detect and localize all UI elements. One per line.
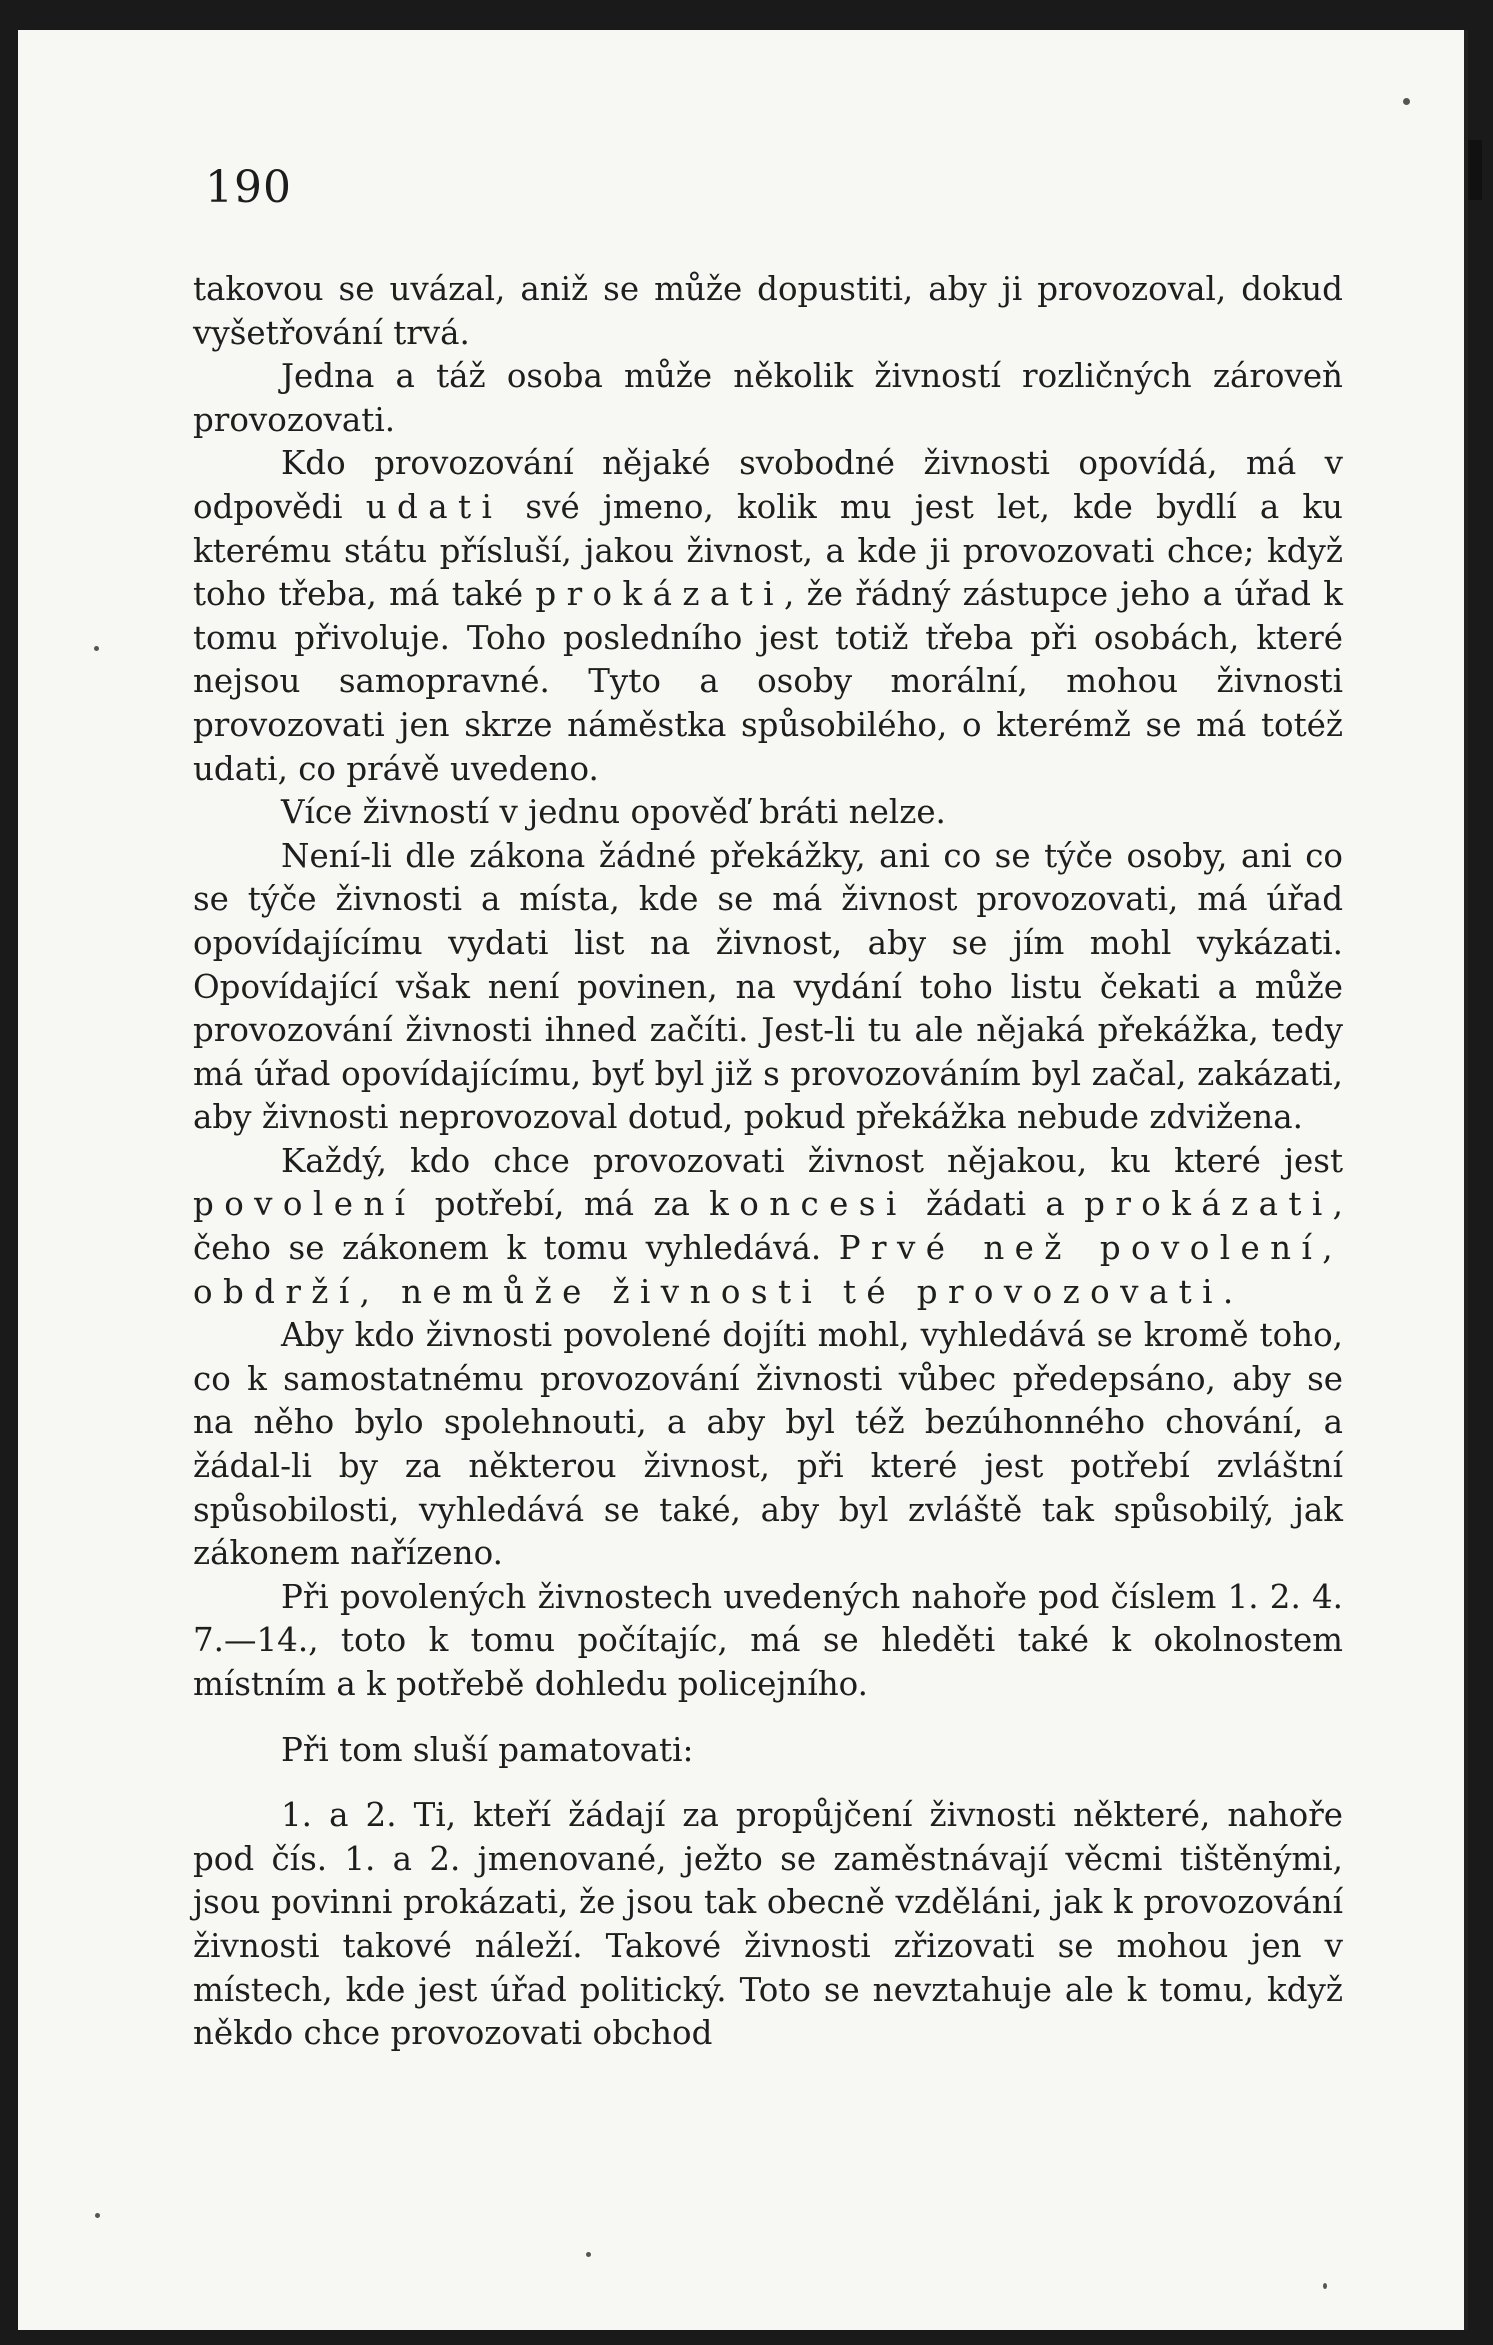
spaced-emphasis: povolení xyxy=(193,1185,416,1224)
paragraph-9 xyxy=(193,1729,1343,1773)
page-number: 190 xyxy=(205,162,292,213)
text-segment: Není-li dle zákona žádné překážky, ani co se týče osoby, ani co se týče živnosti a místa, kde se má živnost provozovati, má úřad opovídajícímu vydati list na živnost, aby se jím mohl vykázati. Opovídající však není povinen, na vydání toho listu čekati a může provozování živnosti ihned začíti. Jest-li tu ale nějaká překážka, tedy má úřad opovídajícímu, byť byl již s provozováním byl začal, zakázati, aby živnosti neprovozoval dotud, pokud překážka nebude zdvižena. xyxy=(193,836,1343,1137)
text-segment: Jedna a táž osoba může několik živností rozličných zároveň provozovati. xyxy=(193,357,1343,439)
paragraph-4 xyxy=(193,791,1343,835)
paragraph-3 xyxy=(193,442,1343,791)
text-segment: 1. a 2. Ti, kteří žádají za propůjčení živnosti některé, nahoře pod čís. 1. a 2. jmenované, ježto se zaměstnávají věcmi tištěnými, jsou povinni prokázati, že jsou tak obecně vzděláni, jak k provozování živnosti takové náleží. Takové živnosti zřizovati se mohou jen v místech, kde jest úřad politický. Toto se nevztahuje ale k tomu, když někdo chce provozovati obchod xyxy=(193,1796,1343,2053)
text-segment: , čeho se zákonem k tomu vyhledává. xyxy=(193,1185,1343,1268)
paragraph-8 xyxy=(193,1576,1343,1707)
text-segment: Při povolených živnostech uvedených nahoře pod číslem 1. 2. 4. 7.—14., toto k tomu počítajíc, má se hleděti také k okolnostem místním a k potřebě dohledu policejního. xyxy=(193,1577,1343,1703)
spaced-emphasis: prokázati xyxy=(535,575,784,614)
paragraph-7 xyxy=(193,1314,1343,1576)
text-segment: Aby kdo živnosti povolené dojíti mohl, vyhledává se kromě toho, co k samostatnému provozování živnosti vůbec předepsáno, aby se na něho bylo spolehnouti, a aby byl též bezúhonného chování, a žádal-li by za některou živnost, při které jest potřebí zvláštní spůsobilosti, vyhledává se také, aby byl zvláště tak spůsobilý, jak zákonem nařízeno. xyxy=(193,1316,1343,1573)
text-segment: žádati a xyxy=(906,1185,1085,1224)
text-segment: , že řádný zástupce jeho a úřad k tomu přivoluje. Toho posledního jest totiž třeba při osobách, které nejsou samopravné. Tyto a osoby morální, mohou živnosti provozovati jen skrze náměstka spůsobilého, o kterémž se má totéž udati, co právě uvedeno. xyxy=(193,575,1343,788)
text-segment: potřebí, má za xyxy=(415,1185,710,1224)
body-text xyxy=(193,268,1343,2056)
spaced-emphasis: koncesi xyxy=(709,1185,907,1224)
paragraph-1 xyxy=(193,268,1343,355)
scan-speck xyxy=(1403,98,1410,105)
text-segment: Každý, kdo chce provozovati živnost nějakou, ku které jest xyxy=(281,1141,1343,1180)
paragraph-2 xyxy=(193,355,1343,442)
spaced-emphasis: prokázati xyxy=(1084,1185,1333,1224)
text-segment: Při tom sluší pamatovati: xyxy=(281,1730,694,1769)
text-segment: Více živností v jednu opověď bráti nelze. xyxy=(281,793,946,832)
paragraph-5 xyxy=(193,835,1343,1140)
text-segment: takovou se uvázal, aniž se může dopustiti, aby ji provozoval, dokud vyšetřování trvá. xyxy=(193,270,1343,352)
text-segment: Kdo provozování nějaké svobodné živnosti opovídá, má v odpovědi xyxy=(193,444,1343,526)
spaced-emphasis: Prvé než povolení, obdrží, nemůže živnosti té provozovati. xyxy=(193,1229,1344,1311)
paragraph-10 xyxy=(193,1794,1343,2056)
scan-speck xyxy=(94,646,99,651)
scan-speck xyxy=(586,2252,591,2257)
paragraph-6 xyxy=(193,1140,1343,1314)
scan-speck xyxy=(1323,2283,1327,2289)
scan-edge-mark xyxy=(1468,140,1482,200)
text-segment: své jmeno, kolik mu jest let, kde bydlí a ku kterému státu přísluší, jakou živnost, a kde ji provozovati chce; když toho třeba, má také xyxy=(193,487,1343,614)
scan-speck xyxy=(95,2213,100,2218)
spaced-emphasis: udati xyxy=(365,487,503,526)
